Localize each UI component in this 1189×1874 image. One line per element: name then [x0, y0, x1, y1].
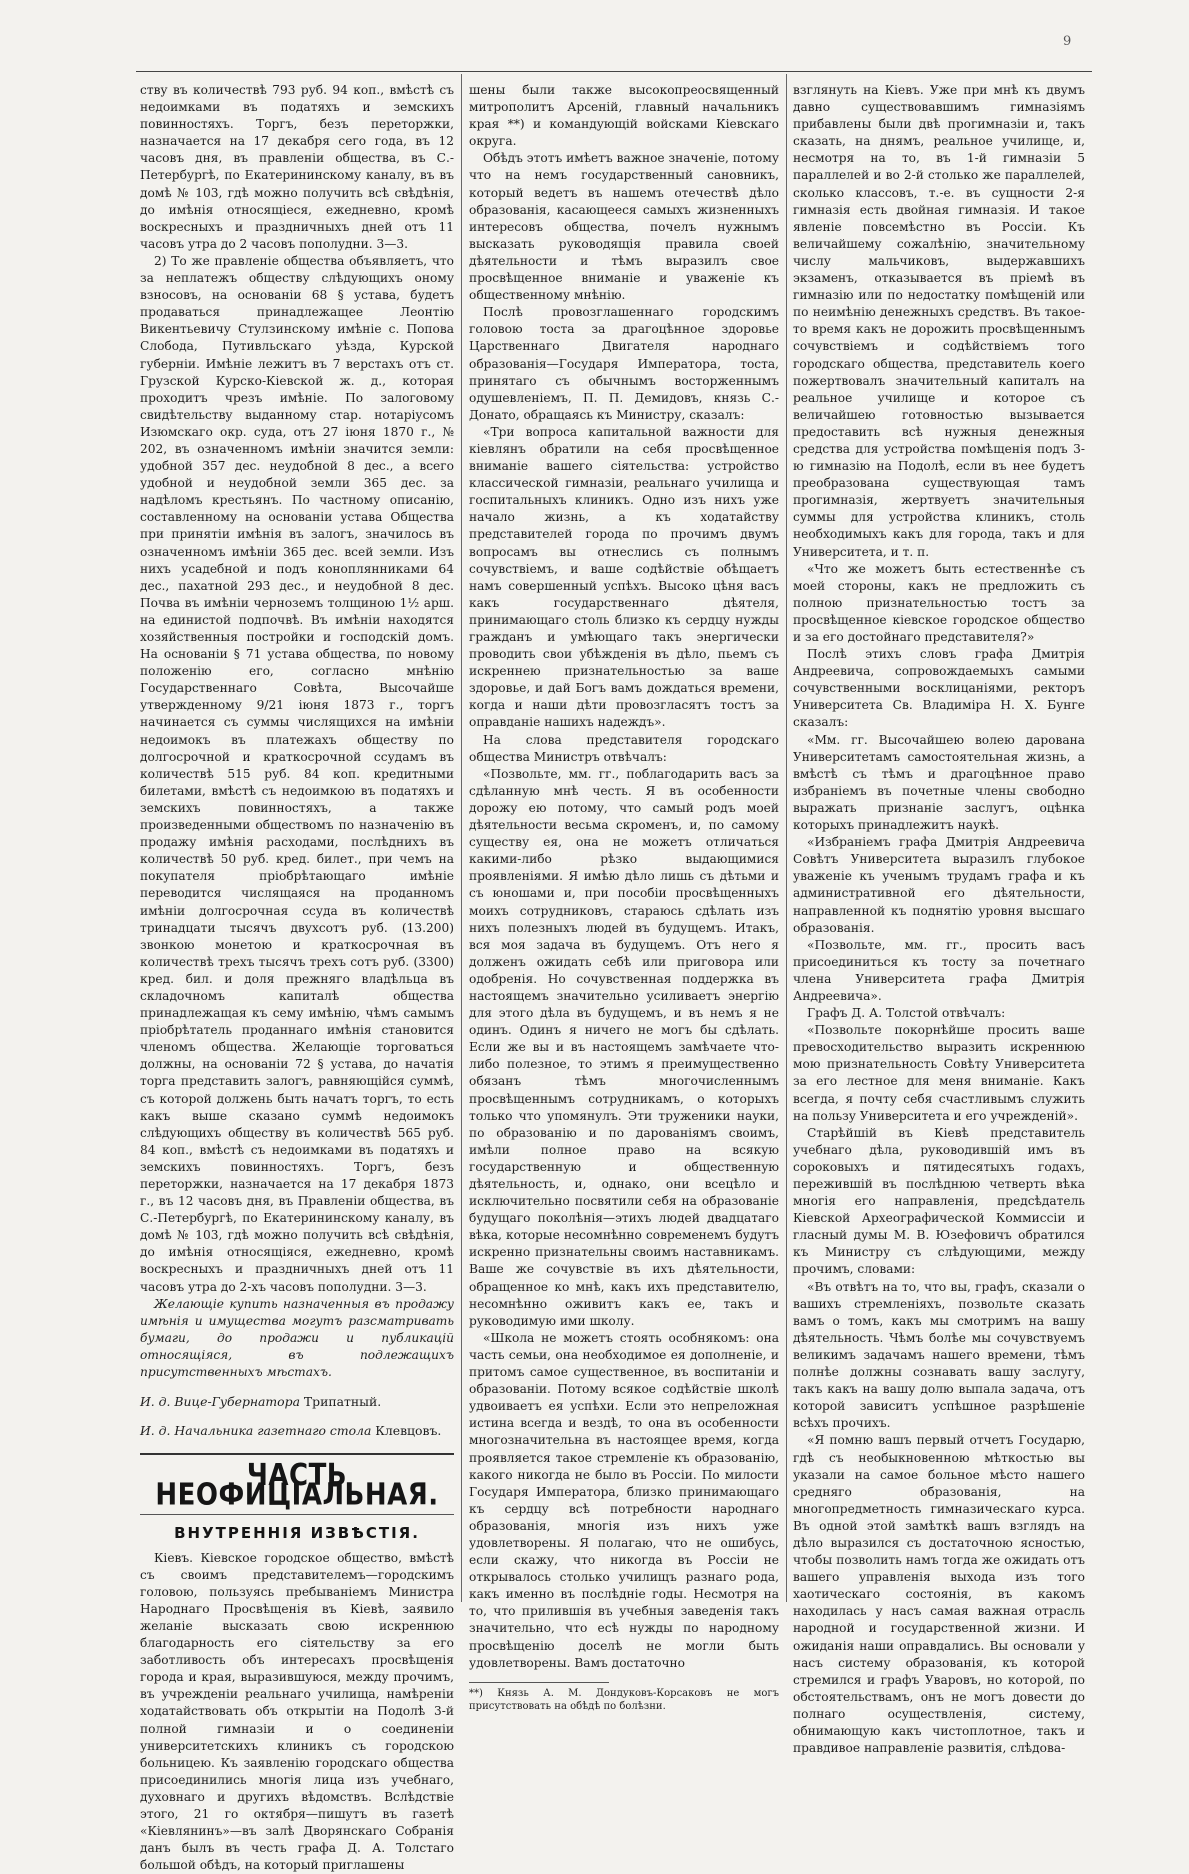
paragraph: «Я помню вашъ первый отчетъ Государю, гдѣ съ необыкновенною мѣткостью вы указали на самое больное мѣсто нашего средняго образованія, на многопредметность гимназическаго курса. Въ одной этой замѣткѣ вашъ взглядъ на дѣло выразился съ достаточною ясностью, чтобы позволить намъ тогда же ожидать отъ вашего управленія выхода изъ того хаотическаго состоянія, въ какомъ находилась у насъ самая важная отрасль народной и государственной жизни. И ожиданія наши оправдались. Вы основали у насъ систему образованія, къ которой стремился и графъ Уваровъ, но которой, по обстоятельствамъ, онъ не могъ довести до полнаго осуществленія, систему, обнимающую какъ чистоплотное, такъ и правдивое направленіе развитія, слѣдова-	[793, 1433, 1085, 1756]
paragraph: Старѣйшій въ Кіевѣ представитель учебнаго дѣла, руководившій имъ въ сороковыхъ и пятидесятыхъ годахъ, пережившій въ послѣднюю четверть вѣка многія его направленія, предсѣдатель Кіевской Археографической Коммиссіи и гласный думы М. В. Юзефовичъ обратился къ Министру съ слѣдующими, между прочимъ, словами:	[793, 1125, 1085, 1277]
section-rule	[140, 1453, 454, 1455]
paragraph: «Мм. гг. Высочайшею волею дарована Университетамъ самостоятельная жизнь, а вмѣстѣ съ тѣмъ и драгоцѣнное право избраніемъ въ почетные члены свободно выражать признаніе заслугъ, оцѣнка которыхъ принадлежитъ наукѣ.	[793, 732, 1085, 833]
paragraph: Послѣ этихъ словъ графа Дмитрія Андреевича, сопровождаемыхъ самыми сочувственными восклицаніями, ректоръ Университета Св. Владиміра Н. Х. Бунге сказалъ:	[793, 647, 1085, 730]
paragraph: взглянуть на Кіевъ. Уже при мнѣ къ двумъ давно существовавшимъ гимназіямъ прибавлены были двѣ прогимназіи и, такъ сказать, на днямъ, реальное училище, и, несмотря на то, въ 1-й гимназіи 5 параллелей и во 2-й столько же параллелей, сколько классовъ, т.-е. въ сущности 2-я гимназія есть двойная гимназія. И такое явленіе повсемѣстно въ Россіи. Къ величайшему сожалѣнію, значительному числу мальчиковъ, выдержавшихъ экзаменъ, отказывается въ пріемѣ въ гимназію или по недостатку помѣщеній или по неимѣнію денежныхъ средствъ. Въ такое-то время какъ не дорожить просвѣщеннымъ сочувствіемъ и содѣйствіемъ того городскаго общества, представитель коего пожертвовалъ значительный капиталъ на реальное училище и которое съ величайшею готовностью вызывается предоставить всѣ нужныя денежныя средства для устройства помѣщенія подъ 3-ю гимназію на Подолѣ, если въ нее будетъ преобразована существующая тамъ прогимназія, жертвуетъ значительныя суммы для устройства клиникъ, столь необходимыхъ какъ для города, такъ и для Университета, и т. п.	[793, 83, 1085, 559]
signature-vice-governor	[140, 1393, 454, 1410]
paragraph: «Что же можетъ быть естественнѣе съ моей стороны, какъ не предложить съ полною признательностью тостъ за просвѣщенное кіевское городское общество и за его достойнаго представителя?»	[793, 561, 1085, 644]
paragraph: На слова представителя городскаго общества Министръ отвѣчалъ:	[469, 732, 779, 764]
column-middle	[469, 82, 779, 1712]
paragraph: «Избраніемъ графа Дмитрія Андреевича Совѣтъ Университета выразилъ глубокое уваженіе къ ученымъ трудамъ графа и къ административной его дѣятельности, направленной къ поднятію уровня высшаго образованія.	[793, 835, 1085, 935]
paragraph: «Школа не можетъ стоять особнякомъ: она часть семьи, она необходимое ея дополненіе, и притомъ самое существенное, въ воспитаніи и образованіи. Потому всякое содѣйствіе школѣ удвоиваетъ ея успѣхи. Если это непреложная истина всегда и вездѣ, то она въ особенности многозначительна въ настоящее время, когда проявляется такое стремленіе къ образованію, какого никогда не было въ Россіи. По милости Государя Императора, близко принимающаго къ сердцу всѣ потребности народнаго образованія, многія изъ нихъ уже удовлетворены. Я полагаю, что не ошибусь, если скажу, что никогда въ Россіи не открывалось столько училищъ разнаго рода, какъ именно въ послѣдніе годы. Несмотря на то, что прилившія въ учебныя заведенія такъ значительно, что есѣ нужды по народному просвѣщенію доселѣ не могли быть удовлетворены. Вамъ достаточно	[469, 1330, 779, 1670]
column-right	[793, 82, 1085, 1756]
notice-paragraph: Желающіе купить назначенныя въ продажу имѣнія и имущества могутъ разсматривать бумаги, до продажи и публикацій относящіяся, въ подлежащихъ присутственныхъ мѣстахъ.	[140, 1296, 454, 1380]
paragraph: «Въ отвѣтъ на то, что вы, графъ, сказали о вашихъ стремленіяхъ, позвольте сказать вамъ о томъ, какъ мы смотримъ на вашу дѣятельность. Чѣмъ болѣе мы сочувствуемъ великимъ задачамъ нашего времени, тѣмъ полнѣе должны сознавать вашу заслугу, такъ какъ на вашу долю выпала задача, отъ которой зависитъ успѣшное разрѣшеніе всѣхъ прочихъ.	[793, 1279, 1085, 1431]
signature-label: И. д. Начальника газетнаго стола	[140, 1423, 372, 1439]
section-title: ЧАСТЬ НЕОФИЦІАЛЬНАЯ.	[155, 1458, 439, 1513]
footnote-rule	[469, 1682, 609, 1683]
paragraph: «Позвольте, мм. гг., просить васъ присоединиться къ тосту за почетнаго члена Университета графа Дмитрія Андреевича».	[793, 937, 1085, 1003]
signature-name: Клевцовъ.	[375, 1423, 442, 1439]
paragraph: шены были также высокопреосвященный митрополитъ Арсеній, главный начальникъ края **) и командующій войсками Кіевскаго округа.	[469, 83, 779, 149]
paragraph: «Позвольте, мм. гг., поблагодарить васъ за сдѣланную мнѣ честь. Я въ особенности дорожу ею потому, что самый родъ моей дѣятельности весьма скроменъ, и, по самому существу ея, она не можетъ отличаться какими-либо рѣзко выдающимися проявленіями. Я имѣю дѣло лишь съ дѣтьми и съ юношами и, при пособіи просвѣщенныхъ моихъ сотрудниковъ, стараюсь сдѣлать изъ нихъ полезныхъ людей въ будущемъ. Итакъ, вся моя задача въ будущемъ. Отъ него я долженъ ожидать себѣ или приговора или одобренія. Но сочувственная поддержка въ настоящемъ значительно усиливаетъ энергію для этого дѣла въ будущемъ, и въ немъ я не одинъ. Одинъ я ничего не могъ бы сдѣлать. Если же вы и въ настоящемъ замѣчаете что-либо полезное, то этимъ я преимущественно обязанъ тѣмъ многочисленнымъ просвѣщеннымъ сотрудникамъ, о которыхъ только что упомянулъ. Эти труженики науки, по образованію и по дарованіямъ своимъ, имѣли полное право на всякую государственную и общественную дѣятельность, и, однако, они всецѣло и исключительно посвятили себя на образованіе будущаго поколѣнія—этихъ людей двадцатаго вѣка, которые несомнѣнно современемъ будутъ искренно признательны своимъ наставникамъ. Ваше же сочувствіе въ ихъ дѣятельности, обращенное ко мнѣ, какъ ихъ представителю, несомнѣнно оживитъ какъ ее, такъ и руководимую ими школу.	[469, 766, 779, 1328]
paragraph: ству въ количествѣ 793 руб. 94 коп., вмѣстѣ съ недоимками въ податяхъ и земскихъ повинностяхъ. Торгъ, безъ переторжки, назначается на 17 декабря сего года, въ 12 часовъ дня, въ правленіи общества, въ С.-Петербургѣ, по Екатерининскому каналу, въ въ домѣ № 103, гдѣ можно получить всѣ свѣдѣнія, до имѣнія относящіеся, ежедневно, кромѣ воскресныхъ и праздничныхъ дней отъ 11 часовъ утра до 2 часовъ пополудни. 3—3.	[140, 83, 454, 251]
section-rule-thin	[140, 1514, 454, 1515]
top-rule	[136, 71, 1092, 72]
signature-name: Трипатный.	[303, 1394, 382, 1410]
subsection-title: ВНУТРЕННІЯ ИЗВѢСТІЯ.	[174, 1523, 420, 1542]
column-divider	[461, 74, 462, 1602]
paragraph: «Три вопроса капитальной важности для кіевлянъ обратили на себя просвѣщенное вниманіе вашего сіятельства: устройство классической гимназіи, реальнаго училища и госпитальныхъ клиникъ. Одно изъ нихъ уже начало жизнь, а къ ходатайству представителей города по прочимъ двумъ вопросамъ вы отнеслись съ полнымъ сочувствіемъ, и ваше содѣйствіе обѣщаетъ намъ совершенный успѣхъ. Высоко цѣня васъ какъ государственнаго дѣятеля, принимающаго столь близко къ сердцу нужды гражданъ и умѣющаго такъ энергически проводить свои убѣжденія въ дѣло, пьемъ съ искреннею признательностью за ваше здоровье, и дай Богъ вамъ дождаться времени, когда и наши дѣти провозгласятъ тостъ за оправданіе нашихъ надеждъ».	[469, 424, 779, 730]
paragraph: «Позвольте покорнѣйше просить ваше превосходительство выразить искреннюю мою признательность Совѣту Университета за его лестное для меня вниманіе. Какъ всегда, я почту себя счастливымъ служить на пользу Университета и его учрежденій».	[793, 1023, 1085, 1123]
paragraph: Кіевъ. Кіевское городское общество, вмѣстѣ съ своимъ представителемъ—городскимъ головою, пользуясь пребываніемъ Министра Народнаго Просвѣщенія въ Кіевѣ, заявило желаніе высказать свою искреннюю благодарность его сіятельству за его заботливость объ интересахъ просвѣщенія города и края, выразившуюся, между прочимъ, въ учрежденіи реальнаго училища, намѣреніи ходатайствовать объ открытіи на Подолѣ 3-й полной гимназіи и о соединеніи университетскихъ клиникъ съ городскою больницею. Къ заявленію городскаго общества присоединились многія лица изъ учебнаго, духовнаго и другихъ вѣдомствъ. Вслѣдствіе этого, 21 го октября—пишутъ въ газетѣ «Кіевлянинъ»—въ залѣ Дворянскаго Собранія данъ былъ въ честь графа Д. А. Толстаго большой обѣдъ, на который приглашены	[140, 1550, 454, 1873]
signature-label: И. д. Вице-Губернатора	[140, 1394, 300, 1410]
signature-clerk	[140, 1422, 454, 1439]
paragraph: 2) То же правленіе общества объявляетъ, что за неплатежъ обществу слѣдующихъ оному взносовъ, на основаніи 68 § устава, будетъ продаваться принадлежащее Леонтію Викентьевичу Стулзинскому имѣніе с. Попова Слобода, Путивльскаго уѣзда, Курской губерніи. Имѣніе лежитъ въ 7 верстахъ отъ ст. Грузской Курско-Кіевской ж. д., которая проходитъ чрезъ имѣніе. По залоговому свидѣтельству выданному стар. нотаріусомъ Изюмскаго окр. суда, отъ 27 іюня 1870 г., № 202, въ означенномъ имѣніи значится земли: удобной 357 дес. неудобной 8 дес., а всего удобной и неудобной земли 365 дес. за надѣломъ крестьянъ. По частному описанію, составленному на основаніи устава Общества при принятіи имѣнія въ залогъ, значилось въ означенномъ имѣніи 365 дес. всей земли. Изъ нихъ усадебной и подъ коноплянниками 64 дес., пахатной 293 дес., и неудобной 8 дес. Почва въ имѣніи черноземъ толщиною 1½ арш. на единистой подпочвѣ. Въ имѣніи находятся хозяйственныя постройки и господскій домъ. На основаніи § 71 устава общества, по новому положенію его, согласно мнѣнію Государственнаго Совѣта, Высочайше утвержденному 9/21 іюня 1873 г., торгъ начинается съ суммы числящихся на имѣніи недоимокъ въ платежахъ обществу по долгосрочной и краткосрочной ссудамъ въ количествѣ 515 руб. 84 коп. кредитными билетами, вмѣстѣ съ недоимкою въ податяхъ и земскихъ повинностяхъ, а также произведенными обществомъ по назначенію въ продажу имѣнія расходами, послѣднихъ въ количествѣ 50 руб. кред. билет., при чемъ на покупателя пріобрѣтающаго имѣніе переводится числящаяся на проданномъ имѣніи долгосрочная ссуда въ количествѣ тринадцати тысячъ двухсотъ руб. (13.200) звонкою монетою и краткосрочная въ количествѣ трехъ тысячъ трехъ сотъ руб. (3300) кред. бил. и доля прежняго владѣльца въ складочномъ капиталѣ общества принадлежащая къ сему имѣнію, чѣмъ самымъ пріобрѣтатель проданнаго имѣнія становится членомъ общества. Желающіе торговаться должны, на основаніи 72 § устава, до начатія торга представить залогъ, равняющійся суммѣ, съ которой должень быть начатъ торгъ, то есть какъ выше сказано суммѣ недоимокъ слѣдующихъ обществу въ количествѣ 565 руб. 84 коп., вмѣстѣ съ недоимками въ податяхъ и земскихъ повинностяхъ. Торгъ, безъ переторжки, назначается на 17 декабря 1873 г., въ 12 часовъ дня, въ Правленіи общества, въ С.-Петербургѣ, по Екатерининскому каналу, въ домѣ № 103, гдѣ можно получить всѣ свѣдѣнія, до имѣнія относящіяся, ежедневно, кромѣ воскресныхъ и праздничныхъ дней отъ 11 часовъ утра до 2-хъ часовъ пополудни. 3—3.	[140, 253, 454, 1294]
paragraph: Графъ Д. А. Толстой отвѣчалъ:	[807, 1006, 1006, 1021]
column-left	[140, 82, 454, 1873]
column-divider	[786, 74, 787, 1602]
footnote: **) Князь А. М. Дондуковъ-Корсаковъ не могъ присутствовать на обѣдѣ по болѣзни.	[469, 1687, 779, 1712]
paragraph: Обѣдъ этотъ имѣетъ важное значеніе, потому что на немъ государственный сановникъ, который ведетъ въ нашемъ отечествѣ дѣло образованія, касающееся самыхъ жизненныхъ интересовъ общества, почелъ нужнымъ высказать руководящія правила своей дѣятельности и тѣмъ выразилъ свое просвѣщенное вниманіе и уваженіе къ общественному мнѣнію.	[469, 151, 779, 303]
page-number: 9	[1063, 34, 1072, 49]
paragraph: Послѣ провозглашеннаго городскимъ головою тоста за драгоцѣнное здоровье Царственнаго Двигателя народнаго образованія—Государя Императора, тоста, принятаго съ обычнымъ восторженнымъ одушевленіемъ, П. П. Демидовъ, князь С.-Донато, обращаясь къ Министру, сказалъ:	[469, 305, 779, 422]
